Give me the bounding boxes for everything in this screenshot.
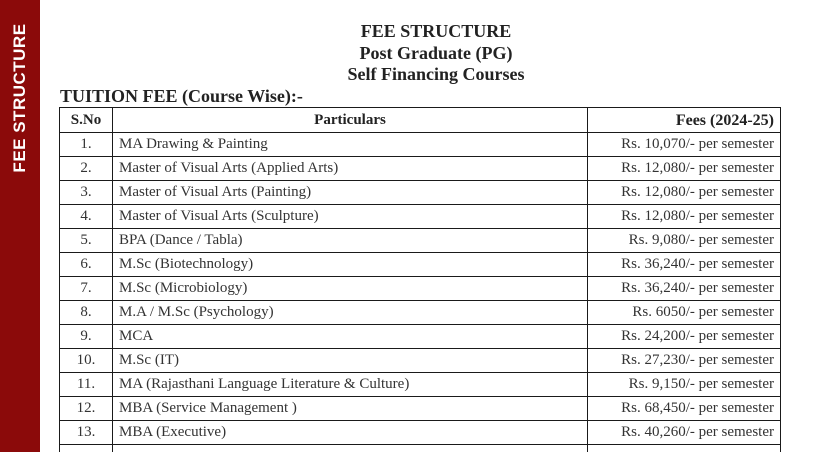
cell-fees: Rs. 9,080/- per semester bbox=[588, 229, 781, 253]
cell-particulars: MCA bbox=[113, 325, 588, 349]
cell-fees: Rs. 36,240/- per semester bbox=[588, 277, 781, 301]
cell-sno: 11. bbox=[60, 373, 113, 397]
cell-fees: Rs. 27,230/- per semester bbox=[588, 349, 781, 373]
heading-program-level: Post Graduate (PG) bbox=[359, 42, 513, 63]
cell-sno: 10. bbox=[60, 349, 113, 373]
table-row bbox=[60, 157, 781, 181]
table-row bbox=[60, 229, 781, 253]
cell-sno: 2. bbox=[60, 157, 113, 181]
cell-sno: 8. bbox=[60, 301, 113, 325]
cell-sno: 9. bbox=[60, 325, 113, 349]
cell-particulars: M.A / M.Sc (Psychology) bbox=[113, 301, 588, 325]
cell-particulars: M.Sc (Biotechnology) bbox=[113, 253, 588, 277]
cell-particulars: MA Drawing & Painting bbox=[113, 133, 588, 157]
cell-sno: 3. bbox=[60, 181, 113, 205]
table-row bbox=[60, 181, 781, 205]
cell-sno: 12. bbox=[60, 397, 113, 421]
cell-sno bbox=[60, 445, 113, 452]
cell-fees: Rs. 12,080/- per semester bbox=[588, 181, 781, 205]
cell-fees: Rs. 10,070/- per semester bbox=[588, 133, 781, 157]
column-header-fees: Fees (2024-25) bbox=[588, 108, 781, 133]
table-header-row bbox=[60, 108, 781, 133]
cell-particulars: MBA (Service Management ) bbox=[113, 397, 588, 421]
cell-particulars: M.Sc (IT) bbox=[113, 349, 588, 373]
cell-particulars: BPA (Dance / Tabla) bbox=[113, 229, 588, 253]
sidebar-title: FEE STRUCTURE bbox=[10, 23, 29, 173]
cell-particulars: Master of Visual Arts (Sculpture) bbox=[113, 205, 588, 229]
table-row bbox=[60, 373, 781, 397]
document-heading bbox=[40, 21, 822, 86]
table-row bbox=[60, 349, 781, 373]
cell-sno: 5. bbox=[60, 229, 113, 253]
cell-particulars bbox=[113, 445, 588, 452]
cell-fees: Rs. 9,150/- per semester bbox=[588, 373, 781, 397]
table-row bbox=[60, 325, 781, 349]
cell-sno: 13. bbox=[60, 421, 113, 445]
cell-particulars: Master of Visual Arts (Painting) bbox=[113, 181, 588, 205]
table-row bbox=[60, 133, 781, 157]
table-row bbox=[60, 205, 781, 229]
table-row bbox=[60, 301, 781, 325]
table-row bbox=[60, 421, 781, 445]
table-row-cutoff bbox=[60, 445, 781, 452]
column-header-particulars: Particulars bbox=[113, 108, 588, 133]
cell-fees: Rs. 12,080/- per semester bbox=[588, 157, 781, 181]
cell-fees: Rs. 68,450/- per semester bbox=[588, 397, 781, 421]
cell-particulars: MA (Rajasthani Language Literature & Culture) bbox=[113, 373, 588, 397]
cell-particulars: Master of Visual Arts (Applied Arts) bbox=[113, 157, 588, 181]
column-header-sno: S.No bbox=[60, 108, 113, 133]
heading-course-type: Self Financing Courses bbox=[347, 64, 525, 84]
cell-sno: 7. bbox=[60, 277, 113, 301]
table-row bbox=[60, 277, 781, 301]
cell-fees: Rs. 6050/- per semester bbox=[588, 301, 781, 325]
fee-table bbox=[59, 107, 781, 452]
sidebar-banner bbox=[0, 0, 40, 452]
table-row bbox=[60, 397, 781, 421]
cell-sno: 4. bbox=[60, 205, 113, 229]
heading-title: FEE STRUCTURE bbox=[360, 21, 512, 41]
cell-fees: Rs. 24,200/- per semester bbox=[588, 325, 781, 349]
cell-fees: Rs. 40,260/- per semester bbox=[588, 421, 781, 445]
table-row bbox=[60, 253, 781, 277]
cell-sno: 6. bbox=[60, 253, 113, 277]
cell-fees: Rs. 36,240/- per semester bbox=[588, 253, 781, 277]
cell-particulars: MBA (Executive) bbox=[113, 421, 588, 445]
cell-particulars: M.Sc (Microbiology) bbox=[113, 277, 588, 301]
cell-sno: 1. bbox=[60, 133, 113, 157]
cell-fees bbox=[588, 445, 781, 452]
cell-fees: Rs. 12,080/- per semester bbox=[588, 205, 781, 229]
section-title: TUITION FEE (Course Wise):- bbox=[60, 86, 303, 106]
